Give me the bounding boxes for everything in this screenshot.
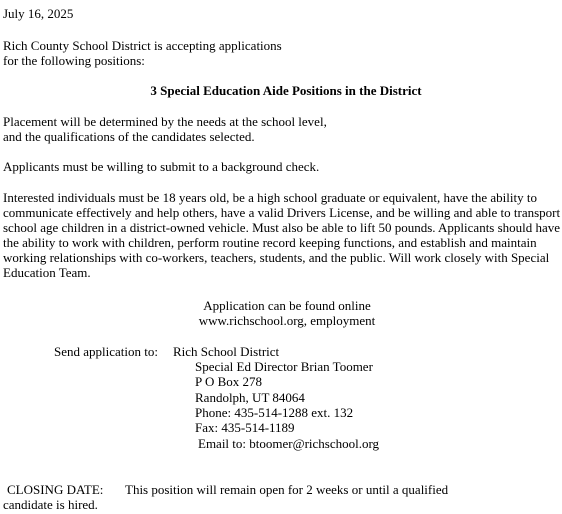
requirements-paragraph	[3, 190, 559, 280]
address-line-city: Randolph, UT 84064	[195, 390, 305, 405]
requirements-line: the ability to work with children, perform routine record keeping functions, and establish and maintain	[3, 235, 537, 250]
placement-line-2: and the qualifications of the candidates selected.	[3, 129, 255, 144]
requirements-line: working relationships with co-workers, teachers, students, and the public. Will work closely with Special	[3, 250, 550, 265]
closing-date-label: CLOSING DATE:	[7, 482, 104, 497]
closing-date-text: This position will remain open for 2 weeks or until a qualified	[125, 482, 449, 497]
send-application-label: Send application to:	[54, 344, 158, 359]
application-url-text: www.richschool.org, employment	[198, 313, 376, 328]
requirements-line: communicate effectively and help others, have a valid Drivers License, and be willing and able to transport	[3, 205, 561, 220]
requirements-line: school age children in a district-owned vehicle. Must also be able to lift 50 pounds. Applicants should have	[3, 220, 561, 235]
application-online-text: Application can be found online	[203, 298, 371, 313]
address-line-director: Special Ed Director Brian Toomer	[195, 359, 373, 374]
address-line-district: Rich School District	[173, 344, 280, 359]
posting-date: July 16, 2025	[3, 6, 74, 21]
address-line-fax: Fax: 435-514-1189	[195, 420, 295, 435]
intro-line-1: Rich County School District is accepting applications	[3, 38, 282, 53]
position-heading: 3 Special Education Aide Positions in the District	[150, 83, 422, 98]
address-line-email: Email to: btoomer@richschool.org	[198, 436, 380, 451]
background-check-text: Applicants must be willing to submit to a background check.	[3, 159, 320, 174]
address-line-phone: Phone: 435-514-1288 ext. 132	[195, 405, 354, 420]
requirements-line: Interested individuals must be 18 years old, be a high school graduate or equivalent, have the ability to	[3, 190, 537, 205]
requirements-line: Education Team.	[3, 265, 91, 280]
intro-line-2: for the following positions:	[3, 53, 145, 68]
address-line-po-box: P O Box 278	[195, 374, 263, 389]
placement-line-1: Placement will be determined by the needs at the school level,	[3, 114, 327, 129]
closing-date-continuation: candidate is hired.	[3, 497, 98, 512]
